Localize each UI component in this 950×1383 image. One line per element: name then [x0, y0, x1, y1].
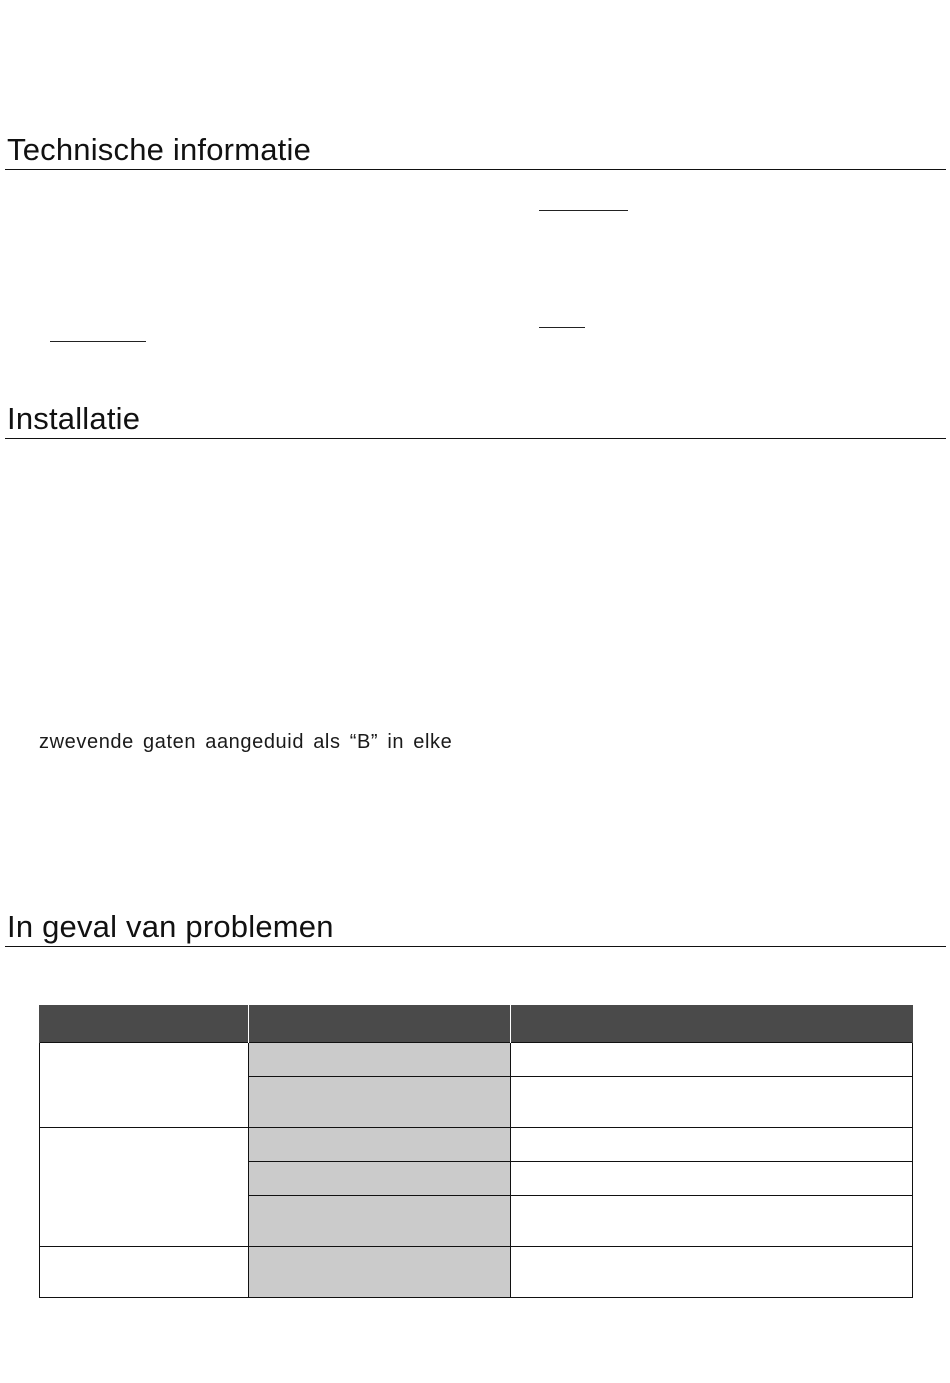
- cause-cell: [249, 1077, 511, 1128]
- section-divider-technical: [5, 169, 946, 170]
- solution-cell: [511, 1162, 913, 1196]
- underline-mark-2: [539, 327, 585, 328]
- table-row: [40, 1043, 913, 1077]
- solution-cell: [511, 1043, 913, 1077]
- section-divider-troubleshooting: [5, 946, 946, 947]
- problem-cell: [40, 1043, 249, 1128]
- problem-cell: [40, 1247, 249, 1298]
- cause-cell: [249, 1162, 511, 1196]
- cause-cell: [249, 1043, 511, 1077]
- section-title-troubleshooting: In geval van problemen: [7, 909, 334, 944]
- section-title-technical-information: Technische informatie: [7, 132, 312, 167]
- cause-cell: [249, 1247, 511, 1298]
- troubleshooting-table: [39, 1005, 913, 1298]
- solution-cell: [511, 1077, 913, 1128]
- installation-text-line: zwevende gaten aangeduid als “B” in elke: [39, 731, 453, 753]
- cause-cell: [249, 1128, 511, 1162]
- table-row: [40, 1247, 913, 1298]
- section-title-installation: Installatie: [7, 401, 141, 436]
- solution-cell: [511, 1196, 913, 1247]
- solution-cell: [511, 1247, 913, 1298]
- cause-cell: [249, 1196, 511, 1247]
- solution-cell: [511, 1128, 913, 1162]
- table-header-row: [40, 1005, 913, 1043]
- header-cell-solution: [511, 1005, 913, 1043]
- table-row: [40, 1128, 913, 1162]
- underline-mark-3: [50, 341, 146, 342]
- header-cell-problem: [40, 1005, 249, 1043]
- problem-cell: [40, 1128, 249, 1247]
- section-divider-installation: [5, 438, 946, 439]
- underline-mark-1: [539, 210, 628, 211]
- header-cell-cause: [249, 1005, 511, 1043]
